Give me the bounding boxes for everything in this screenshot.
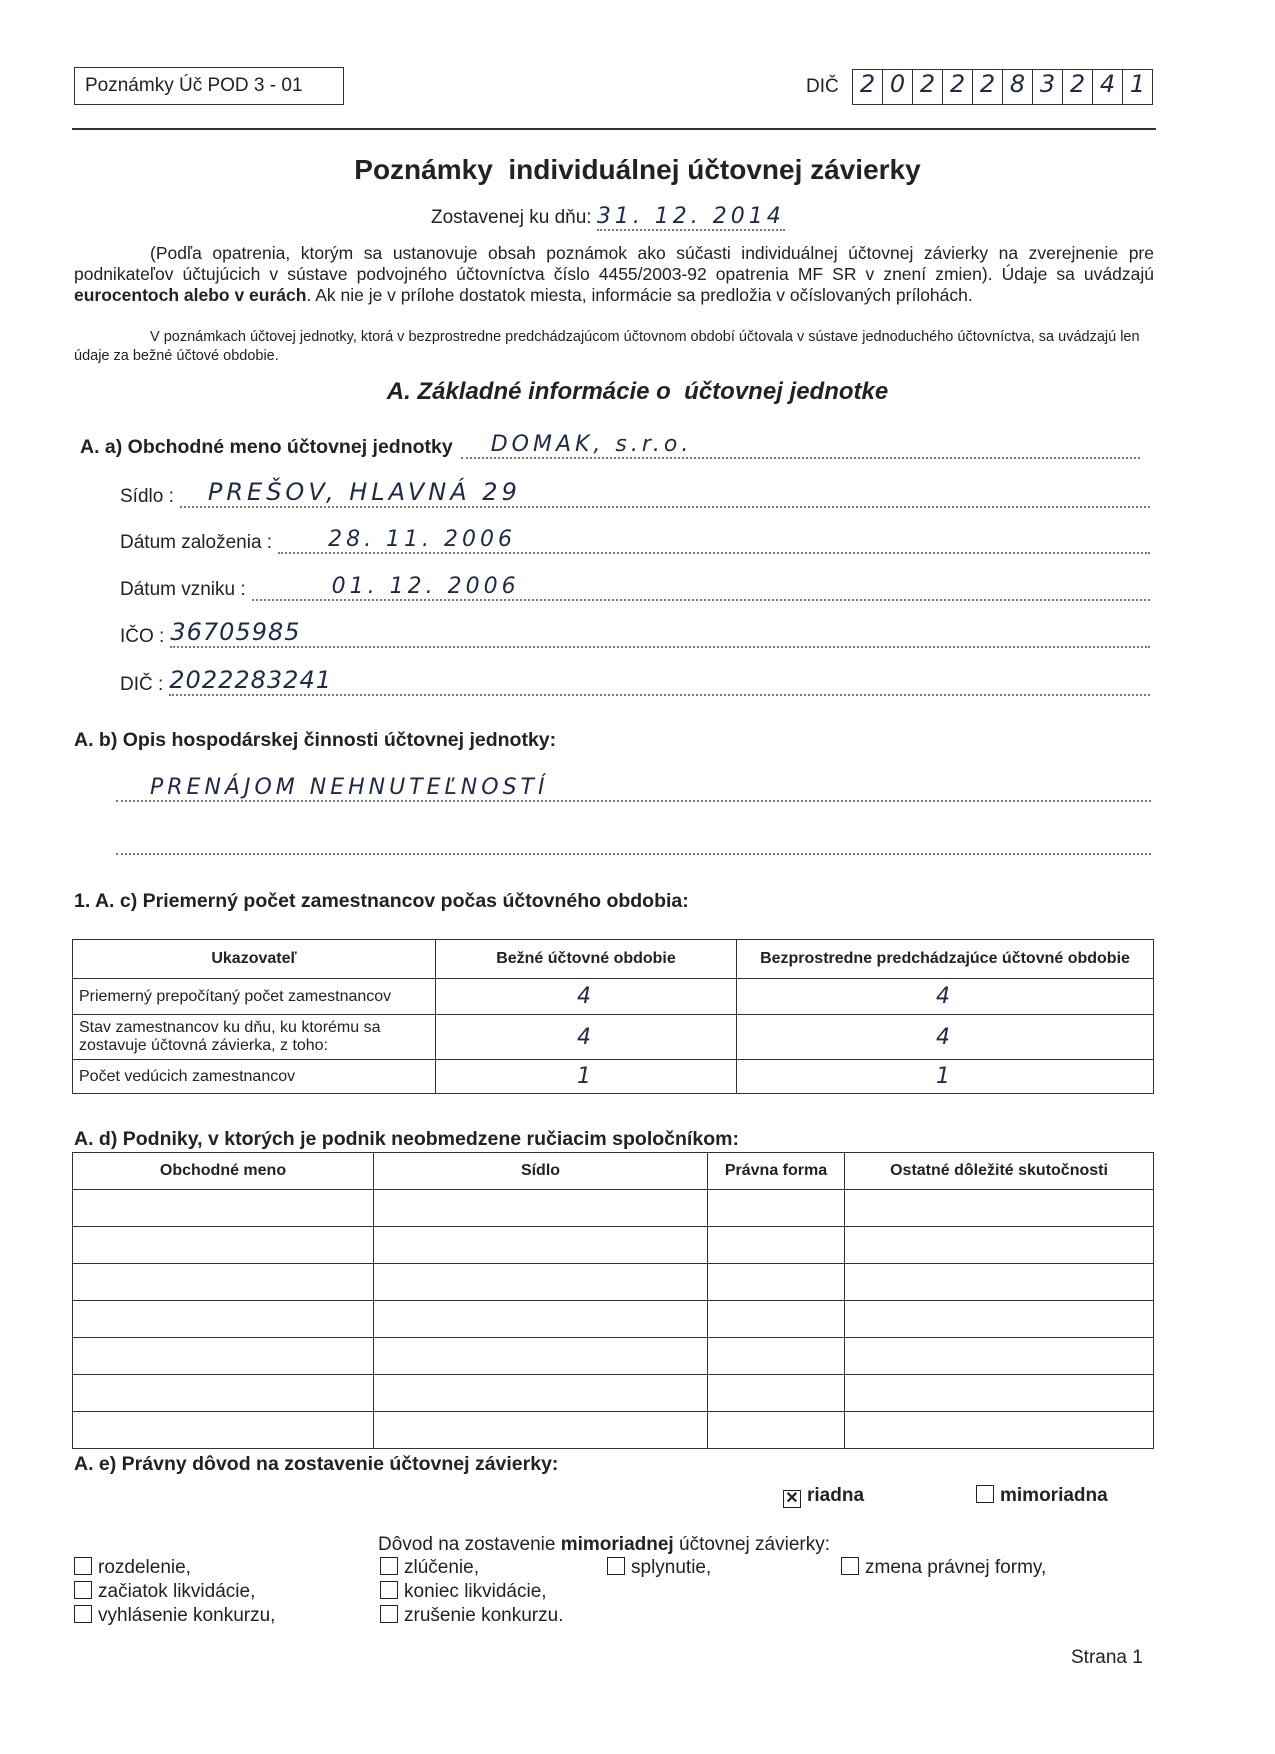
dic-digit: 4	[1093, 70, 1123, 104]
checkbox-icon	[74, 1581, 92, 1599]
column-header: Ukazovateľ	[73, 940, 436, 979]
current-value: 1	[436, 1060, 737, 1094]
table-row	[73, 1190, 1154, 1227]
compiled-label: Zostavenej ku dňu:	[431, 207, 592, 228]
previous-value: 4	[737, 1015, 1154, 1060]
reason-bold: mimoriadnej	[560, 1534, 674, 1555]
dic-digit: 2	[973, 70, 1003, 104]
table-row	[73, 1060, 1154, 1094]
table-header-row	[73, 1153, 1154, 1190]
table-row	[73, 979, 1154, 1015]
option-label: koniec likvidácie,	[404, 1581, 547, 1602]
compiled-date: 31. 12. 2014	[596, 204, 785, 229]
checkbox-checked-icon: ✕	[783, 1490, 801, 1508]
form-code: Poznámky Úč POD 3 - 01	[85, 75, 303, 96]
dic-digit: 0	[883, 70, 913, 104]
option-label: splynutie,	[631, 1557, 712, 1578]
dic-digit: 2	[943, 70, 973, 104]
option-vyhlasenie-konkurzu[interactable]	[74, 1605, 275, 1627]
employees-table	[72, 939, 1154, 1094]
table-row	[73, 1375, 1154, 1412]
seat-row	[120, 478, 1150, 508]
reason-line	[378, 1534, 830, 1556]
checkbox-icon	[74, 1605, 92, 1623]
regular-label: riadna	[807, 1485, 865, 1506]
partners-heading: A. d) Podniky, v ktorých je podnik neobmedzene ručiacim spoločníkom:	[74, 1128, 739, 1150]
option-label: vyhlásenie konkurzu,	[98, 1605, 276, 1626]
form-code-box	[74, 67, 344, 105]
partners-table	[72, 1152, 1154, 1449]
employees-heading: 1. A. c) Priemerný počet zamestnancov počas účtovného obdobia:	[74, 890, 689, 912]
checkbox-icon	[380, 1557, 398, 1575]
created-label: Dátum vzniku :	[120, 579, 246, 600]
table-row	[73, 1338, 1154, 1375]
dic-label: DIČ	[806, 76, 839, 97]
activity-label: A. b) Opis hospodárskej činnosti účtovnej jednotky:	[74, 729, 557, 751]
ico-label: IČO :	[120, 626, 165, 647]
option-label: zlúčenie,	[404, 1557, 479, 1578]
ico-row	[120, 618, 1150, 648]
intro-bold: eurocentoch alebo v eurách	[74, 285, 307, 305]
name-value: DOMAK, s.r.o.	[461, 432, 1140, 459]
row-label: Priemerný prepočítaný počet zamestnancov	[73, 979, 436, 1015]
table-row	[73, 1412, 1154, 1449]
column-header: Sídlo	[374, 1153, 708, 1190]
dic-value: 2022283241	[169, 666, 1150, 696]
activity-line	[116, 853, 1151, 855]
regular-checkbox[interactable]	[783, 1485, 864, 1508]
option-rozdelenie[interactable]	[74, 1557, 191, 1579]
reason-text: účtovnej závierky:	[673, 1534, 831, 1555]
intro-note: V poznámkach účtovej jednotky, ktorá v bezprostredne predchádzajúcom účtovnom období účtovala v sústave jednoduchého účtovníctva, sa uvádzajú len údaje za bežné účtové obdobie.	[74, 329, 1140, 364]
checkbox-icon	[74, 1557, 92, 1575]
previous-value: 1	[737, 1060, 1154, 1094]
row-label: Stav zamestnancov ku dňu, ku ktorému sa zostavuje účtovná závierka, z toho:	[73, 1015, 436, 1060]
intro-text: (Podľa opatrenia, ktorým sa ustanovuje obsah poznámok ako súčasti individuálnej účtovnej závierky na zverejnenie pre podnikateľov účtujúcich v sústave podvojného účtovníctva číslo 4455/2003-92 opatrenia MF SR v znení zmien). Údaje sa uvádzajú	[74, 243, 1154, 284]
option-zaciatok-likvidacie[interactable]	[74, 1581, 255, 1603]
column-header: Obchodné meno	[73, 1153, 374, 1190]
extra-label: mimoriadna	[1000, 1485, 1108, 1506]
dic-row-label: DIČ :	[120, 674, 164, 695]
checkbox-icon	[380, 1581, 398, 1599]
dic-digit: 1	[1129, 70, 1146, 98]
founded-value: 28. 11. 2006	[278, 527, 1150, 554]
page-title: Poznámky individuálnej účtovnej závierky	[354, 154, 921, 185]
name-row	[80, 432, 1140, 459]
column-header: Bežné účtovné obdobie	[436, 940, 737, 979]
checkbox-icon	[841, 1557, 859, 1575]
option-label: zrušenie konkurzu.	[404, 1605, 564, 1626]
intro-paragraph	[74, 243, 1154, 306]
reason-text: Dôvod na zostavenie	[378, 1534, 561, 1555]
dic-row	[120, 666, 1150, 696]
column-header: Ostatné dôležité skutočnosti	[845, 1153, 1154, 1190]
checkbox-icon	[380, 1605, 398, 1623]
dic-boxes	[852, 69, 1153, 105]
column-header: Bezprostredne predchádzajúce účtovné obdobie	[737, 940, 1154, 979]
checkbox-icon	[607, 1557, 625, 1575]
table-header-row	[73, 940, 1154, 979]
option-zrusenie-konkurzu[interactable]	[380, 1605, 563, 1627]
table-row	[73, 1015, 1154, 1060]
intro-text: . Ak nie je v prílohe dostatok miesta, informácie sa predložia v očíslovaných prílohách.	[306, 285, 973, 305]
compiled-row	[431, 204, 785, 231]
dic-digit: 3	[1033, 70, 1063, 104]
section-a-heading: A. Základné informácie o účtovnej jednotke	[386, 378, 889, 405]
option-label: začiatok likvidácie,	[98, 1581, 256, 1602]
option-koniec-likvidacie[interactable]	[380, 1581, 547, 1603]
option-label: rozdelenie,	[98, 1557, 191, 1578]
created-value: 01. 12. 2006	[252, 574, 1150, 601]
current-value: 4	[436, 979, 737, 1015]
seat-label: Sídlo :	[120, 486, 174, 507]
dic-digit: 2	[853, 70, 883, 104]
page-number: Strana 1	[1071, 1647, 1143, 1668]
header-rule	[72, 128, 1156, 130]
column-header: Právna forma	[708, 1153, 845, 1190]
ico-value: 36705985	[170, 618, 1150, 648]
option-zlucenie[interactable]	[380, 1557, 479, 1579]
legal-reason-heading: A. e) Právny dôvod na zostavenie účtovnej závierky:	[74, 1453, 559, 1475]
option-splynutie[interactable]	[607, 1557, 711, 1579]
dic-digit: 2	[913, 70, 943, 104]
founded-row	[120, 527, 1150, 554]
dic-digit: 8	[1003, 70, 1033, 104]
table-row	[73, 1301, 1154, 1338]
name-label: A. a) Obchodné meno účtovnej jednotky	[80, 436, 453, 458]
seat-value: PREŠOV, HLAVNÁ 29	[180, 478, 1150, 508]
table-row	[73, 1227, 1154, 1264]
previous-value: 4	[737, 979, 1154, 1015]
extraordinary-checkbox[interactable]	[976, 1485, 1108, 1507]
created-row	[120, 574, 1150, 601]
current-value: 4	[436, 1015, 737, 1060]
row-label: Počet vedúcich zamestnancov	[73, 1060, 436, 1094]
checkbox-icon	[976, 1485, 994, 1503]
founded-label: Dátum založenia :	[120, 532, 273, 553]
table-row	[73, 1264, 1154, 1301]
option-label: zmena právnej formy,	[865, 1557, 1047, 1578]
option-zmena-pravnej-formy[interactable]	[841, 1557, 1046, 1579]
activity-value: PRENÁJOM NEHNUTEĽNOSTÍ	[116, 775, 1151, 802]
dic-digit: 2	[1063, 70, 1093, 104]
